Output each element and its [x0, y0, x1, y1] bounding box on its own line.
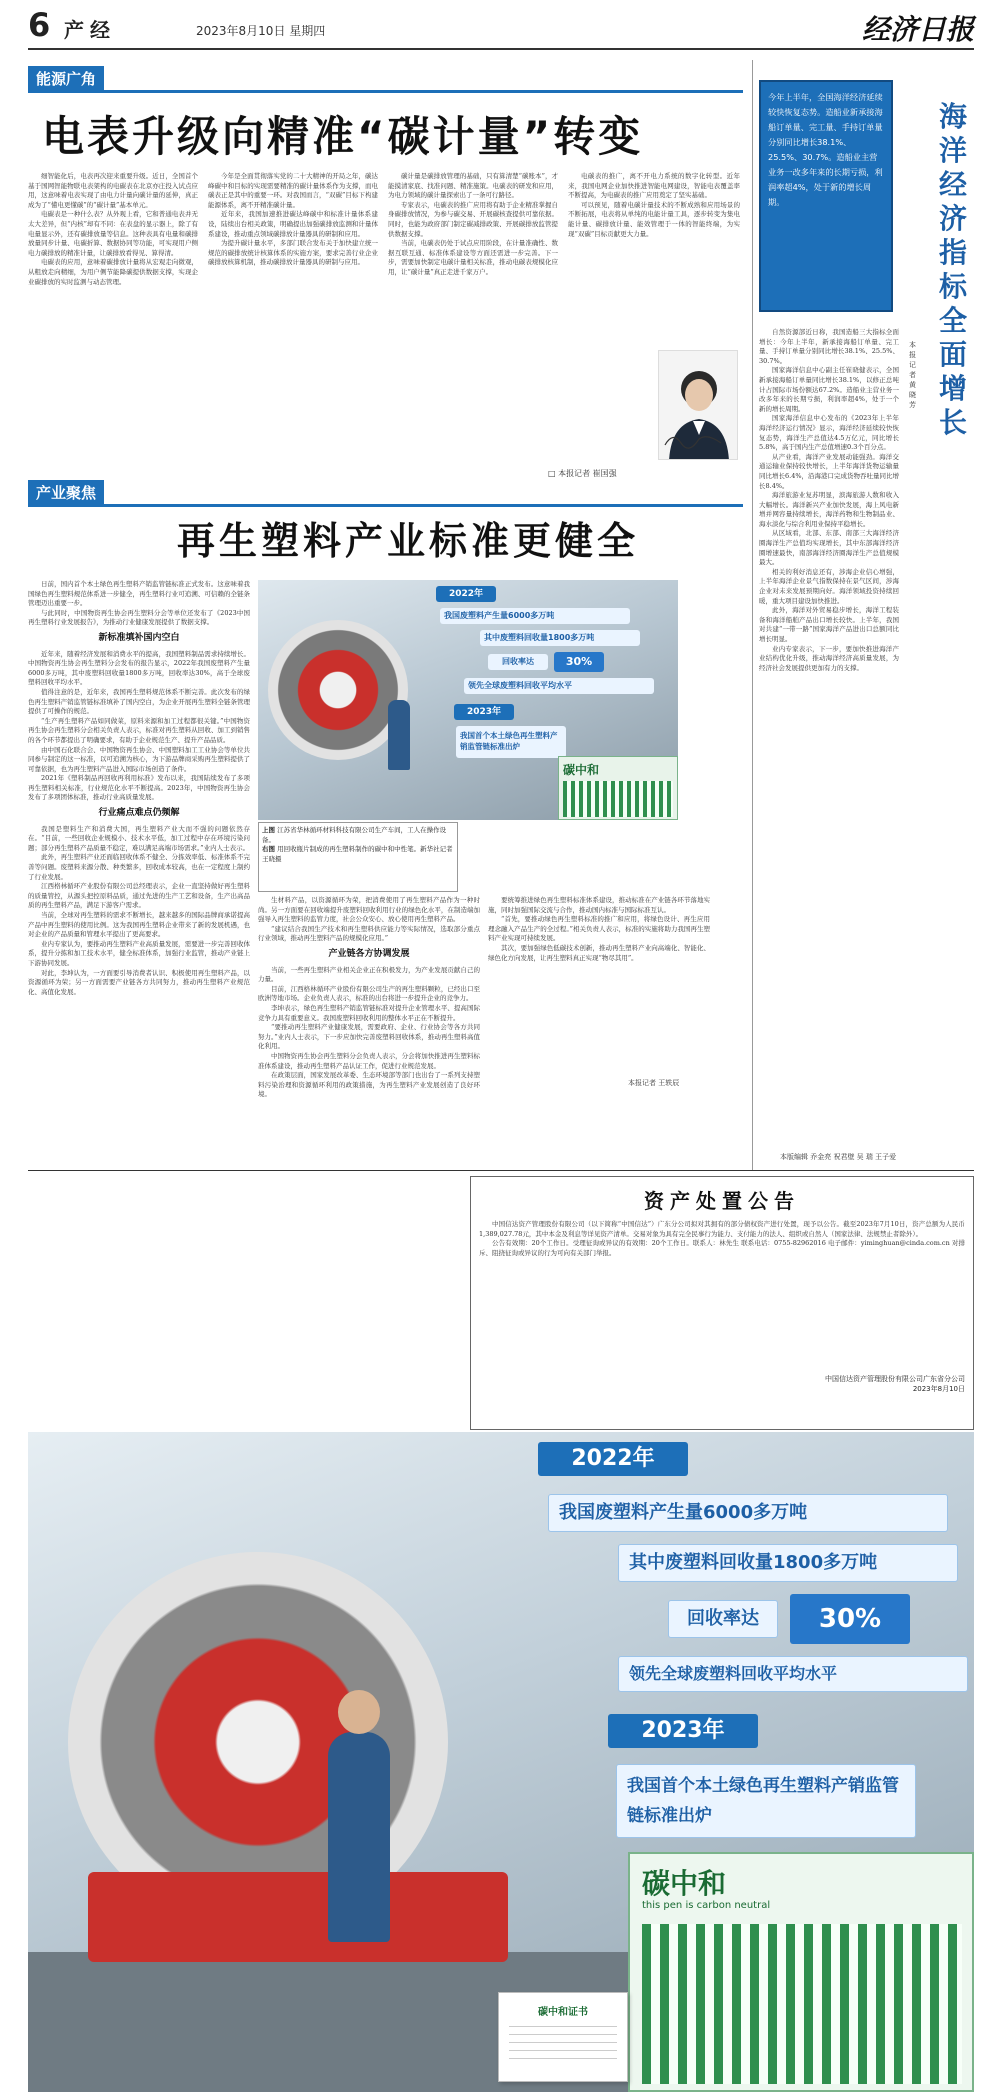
notice-footer: 中国信达资产管理股份有限公司广东省分公司 [825, 1375, 965, 1383]
energy-para: 为提升碳计量水平，多部门联合发布关于加快建立统一规范的碳排放统计核算体系的实施方案，要求完善行业企业碳排放核算机制，推动碳排放计量器具的研制与应用。 [208, 239, 378, 267]
notice-body-text: 中国信达资产管理股份有限公司（以下简称“中国信达”）广东分公司拟对其拥有的部分债权资产进行处置，现予以公告。截至2023年7月10日，资产总额为人民币1,389,027.78元，其中本金及利息等详见资产清单。交易对象为具有完全民事行为能力、支付能力的法人、组织或自然人（国家法律、法规禁止者除外）。 [479, 1220, 965, 1238]
author-signature-mark [663, 429, 723, 451]
energy-para: 可以预见，随着电碳计量技术的不断成熟和应用场景的不断拓展，电表将从单纯的电能计量工具，逐步转变为集电能计量、碳排放计量、能效管理于一体的智能终端，为实现“双碳”目标贡献更大力量。 [568, 200, 740, 238]
caption-top: 江苏省华林循环材料科技有限公司生产车间，工人在操作设备。 [262, 826, 447, 844]
industry-para: “建议结合我国生产技术和再生塑料供应能力等实际情况，选取部分重点行业领域，推动再生塑料产品的规模化应用。” [258, 924, 480, 943]
industry-para: 当前，全球对再生塑料的需求不断增长，越来越多的国际品牌商承诺提高产品中再生塑料的使用比例。这为我国再生塑料企业带来了新的发展机遇，也对企业的产品质量和管理水平提出了更高要求。 [28, 911, 250, 939]
industry-para: 当前，一些再生塑料产业相关企业正在积极发力，为产业发展贡献自己的力量。 [258, 965, 480, 984]
pen-product-sub: this pen is carbon neutral [642, 1900, 771, 1911]
energy-tag-line [28, 90, 743, 93]
page-number: 6 [28, 6, 51, 44]
section-divider [28, 1170, 974, 1171]
pen-row [642, 1924, 962, 2084]
industry-para: 目前，江西格林循环产业股份有限公司生产的再生塑料颗粒，已经出口至欧洲等地市场。企业负责人表示，标准的出台将进一步提升企业的竞争力。 [258, 984, 480, 1003]
industry-para: 其次，要加强绿色低碳技术创新，推动再生塑料产业向高端化、智能化、绿色化方向发展，让再生塑料真正实现“物尽其用”。 [488, 943, 710, 962]
editors-line: 本版编辑 乔金亮 祝君壁 吴 瑞 王子爱 [780, 1153, 897, 1161]
author-portrait [658, 350, 738, 460]
small-pen-box [558, 756, 678, 820]
section-name: 产经 [64, 18, 116, 42]
issue-date: 2023年8月10日 星期四 [196, 24, 326, 38]
energy-section [28, 60, 743, 480]
industry-para: 李坤表示，绿色再生塑料产销监管链标准对提升企业管理水平、提高国际竞争力具有重要意义。我国废塑料回收利用的整体水平正在不断提升。 [258, 1003, 480, 1022]
sidebar-para: 业内专家表示，下一步，要加快推进海洋产业结构优化升级，推动海洋经济高质量发展，为经济社会发展提供更加有力的支撑。 [759, 644, 899, 672]
year-2023-badge: 2023年 [608, 1714, 758, 1748]
sidebar-para: 相关的利好消息还有，涉海企业信心增强，上半年海洋企业景气指数保持在景气区间，涉海企业对未来发展预期向好。海洋领域投资持续回暖，重大项目建设加快推进。 [759, 567, 899, 605]
industry-subhead: 行业痛点难点仍频解 [98, 808, 180, 819]
industry-para: 业内专家认为，要推动再生塑料产业高质量发展，需要进一步完善回收体系，提升分拣和加工技术水平，健全标准体系，加强行业监管，推动产业链上下游协同发展。 [28, 939, 250, 967]
small-year-2022: 2022年 [436, 586, 496, 602]
small-stat-3: 领先全球废塑料回收平均水平 [464, 678, 654, 694]
sidebar-headline: 海洋经济指标全面增长 [939, 100, 968, 439]
notice-date: 2023年8月10日 [912, 1385, 965, 1393]
certificate-lines [509, 2026, 617, 2066]
energy-para: 今年是全面贯彻落实党的二十大精神的开局之年，碳达峰碳中和目标的实现需要精准的碳计量体系作为支撑，而电碳表正是其中的重要一环。对我国而言，“双碳”目标下构建能源体系，离不开精准碳计量。 [208, 172, 378, 209]
small-rate-value: 30% [554, 652, 604, 672]
pen-product-label: 碳中和 [642, 1867, 727, 1900]
ocean-sidebar [752, 60, 974, 1170]
rate-value-badge: 30% [790, 1594, 910, 1644]
energy-headline: 电表升级向精准“碳计量”转变 [42, 112, 644, 161]
sidebar-para: 从产业看，海洋产业发展动能强劲。海洋交通运输业保持较快增长，上半年海洋货物运输量同比增长6.4%，沿海港口完成货物吞吐量同比增长8.4%。 [759, 452, 899, 490]
machine-shape [268, 620, 408, 760]
industry-para: 此外，再生塑料产业还面临回收体系不健全、分拣效率低、标准体系不完善等问题。废塑料来源分散、种类繁多，回收成本较高，也在一定程度上制约了行业发展。 [28, 853, 250, 881]
year-2022-badge: 2022年 [538, 1442, 688, 1476]
worker-figure-large [328, 1732, 390, 1942]
small-rate-label: 回收率达 [488, 654, 548, 670]
infographic-photo-small [258, 580, 678, 820]
industry-subhead: 产业链各方协调发展 [328, 948, 410, 959]
sidebar-text [759, 328, 899, 1148]
industry-para: “生产再生塑料产品如同做菜，原料来源和加工过程都很关键。”中国物资再生协会再生塑料分会相关负责人表示，标准对再生塑料从回收、加工到销售的各个环节都提出了明确要求，有助于企业规范生产、提升产品品质。 [28, 716, 250, 744]
industry-para: 要统筹推进绿色再生塑料标准体系建设，推动标准在产业链各环节落地实施，同时加强国际交流与合作，推动国内标准与国际标准互认。 [488, 896, 710, 914]
energy-byline-text: 本报记者 崔国强 [558, 469, 617, 478]
industry-para: 在政策层面，国家发展改革委、生态环境部等部门也出台了一系列支持塑料污染治理和资源循环利用的政策措施，为再生塑料产业发展创造了良好环境。 [258, 1071, 480, 1099]
industry-para: 值得注意的是，近年来，我国再生塑料规范体系不断完善。此次发布的绿色再生塑料产销监管链标准填补了国内空白，为企业开展再生塑料全链条管理提供了可操作的规范。 [28, 687, 250, 716]
worker-head [338, 1690, 380, 1734]
industry-para: 近年来，随着经济发展和消费水平的提高，我国塑料制品需求持续增长。中国物资再生协会再生塑料分会发布的报告显示，2022年我国废塑料产生量6000多万吨，其中废塑料回收量1800多万吨，回收率达30%，高于全球废塑料回收平均水平。 [28, 649, 250, 687]
carbon-certificate-card [498, 1992, 628, 2082]
sidebar-para: 从区域看，北部、东部、南部三大海洋经济圈海洋生产总值均实现增长，其中东部海洋经济圈增速最快，南部海洋经济圈海洋生产总值规模最大。 [759, 529, 899, 567]
energy-para: 近年来，我国加速推进碳达峰碳中和标准计量体系建设，陆续出台相关政策，明确提出加强碳排放监测和计量体系建设，推动重点领域碳排放计量器具的研制和应用。 [208, 210, 378, 238]
industry-para: 江西格林循环产业股份有限公司总经理表示，企业一直坚持做好再生塑料的质量管控，从源头把控原料品质，通过先进的生产工艺和设备，生产出高品质的再生塑料产品，满足下游客户需求。 [28, 882, 250, 910]
small-stat-1: 我国废塑料产生量6000多万吨 [440, 608, 630, 624]
energy-col-4 [568, 172, 740, 282]
small-pen-row [563, 781, 673, 817]
energy-para: 当前，电碳表仍处于试点应用阶段，在计量准确性、数据互联互通、标准体系建设等方面还需进一步完善。下一步，需要加快制定电碳计量相关标准，推动电碳表规模化应用，让“碳计量”真正走进千家万户。 [388, 239, 558, 276]
energy-byline [548, 468, 617, 479]
sidebar-highlight: 今年上半年，全国海洋经济延续较快恢复态势。造船业新承接海船订单量、完工量、手持订单量分别同比增长38.1%、25.5%、30.7%。造船业主营业务一改多年来的长期亏损，利润率超4%，处于新的增长周期。 [768, 92, 883, 207]
rate-label-bar: 回收率达 [668, 1600, 778, 1638]
machine-base [88, 1872, 508, 1962]
masthead [28, 6, 974, 46]
industry-para: 2021年《塑料制品再回收再利用标准》发布以来，我国陆续发布了多项再生塑料相关标准，行业规范化水平不断提高。2023年，中国物资再生协会发布了多项团体标准，推动行业高质量发展。 [28, 774, 250, 802]
energy-col-1 [28, 172, 198, 462]
energy-col-2 [208, 172, 378, 462]
sidebar-para: 自然资源部近日称，我国造船三大指标全面增长：今年上半年，新承接海船订单量、完工量、手持订单量分别同比增长38.1%、25.5%、30.7%。 [759, 328, 899, 365]
energy-para: 电碳表的推广，离不开电力系统的数字化转型。近年来，我国电网企业加快推进智能电网建设，智能电表覆盖率不断提高，为电碳表的推广应用奠定了坚实基础。 [568, 172, 740, 200]
industry-col-mid [258, 896, 480, 1160]
notice-contact: 公告有效期：20个工作日。受理征询或异议的有效期：20个工作日。联系人：林先生 联系电话：0755-82962016 电子邮件：yiminghuan@cinda.com.cn 对排斥、阻挠征询或异议的行为可向有关部门举报。 [479, 1239, 965, 1257]
masthead-rule [28, 48, 974, 50]
stat-3-bar: 领先全球废塑料回收平均水平 [618, 1656, 968, 1692]
energy-para: 电碳表的应用，意味着碳排放计量将从宏观走向微观，从粗放走向精细，为用户侧节能降碳提供数据支撑，实现企业碳排放的实时监测与动态管理。 [28, 258, 198, 286]
infographic-photo-large [28, 1432, 974, 2092]
sidebar-byline: 本报记者 黄晓芳 [909, 341, 916, 409]
industry-para: 生材料产品，以资源循环为荣，把消费使用了再生塑料产品作为一种时尚。另一方面要在回收端提升废塑料回收利用行业的绿色化水平，在制造端加强导入再生塑料的监管力度，社会公众安心、放心使用再生塑料产品。 [258, 896, 480, 924]
sidebar-para: 此外，海洋对外贸易稳步增长，海洋工程装备和海洋船舶产品出口增长较快。上半年，我国对共建“一带一路”国家海洋产品进出口总额同比增长明显。 [759, 606, 899, 643]
sidebar-para: 国家海洋信息中心发布的《2023年上半年海洋经济运行情况》显示，海洋经济延续较快恢复态势，海洋生产总值达4.5万亿元，同比增长5.8%，高于国内生产总值增速0.3个百分点。 [759, 414, 899, 452]
certificate-title: 碳中和证书 [538, 2007, 588, 2018]
energy-para: 碳计量是碳排放管理的基础，只有算清楚“碳账本”，才能摸清家底、找准问题、精准施策。电碳表的研发和应用，为电力领域的碳计量探索出了一条可行路径。 [388, 172, 558, 200]
caption-bottom: 用回收瓶片制成的再生塑料制作的碳中和中性笔。新华社记者 王晓摄 [262, 845, 453, 863]
industry-col-right [488, 896, 710, 1076]
industry-tag: 产业聚焦 [28, 480, 104, 505]
notice-title: 资产处置公告 [644, 1189, 800, 1213]
sidebar-para: 海洋旅游业复苏明显，滨海旅游人数和收入大幅增长。海洋新兴产业加快发展，海上风电新增并网容量持续增长，海洋药物和生物制品业、海水淡化与综合利用业保持平稳增长。 [759, 491, 899, 528]
energy-col-3 [388, 172, 558, 462]
small-pen-label: 碳中和 [563, 763, 600, 777]
small-stat-2: 其中废塑料回收量1800多万吨 [480, 630, 640, 646]
sidebar-highlight-box [759, 80, 893, 312]
energy-para: 专家表示，电碳表的推广应用将有助于企业精准掌握自身碳排放情况，为参与碳交易、开展碳核查提供可靠依据。同时，也能为政府部门制定碳减排政策、开展碳排放监管提供数据支撑。 [388, 200, 558, 238]
pen-display-box [628, 1852, 974, 2092]
industry-byline: 本报记者 王轶辰 [628, 1079, 680, 1087]
industry-para: “要推动再生塑料产业健康发展，需要政府、企业、行业协会等各方共同努力。”业内人士表示，下一步应加快完善废塑料回收体系，推动再生塑料高值化利用。 [258, 1023, 480, 1051]
industry-tag-line [28, 504, 743, 507]
stat-4-bar: 我国首个本土绿色再生塑料产销监管链标准出炉 [616, 1764, 916, 1838]
caption-top-label: 上图 [262, 826, 275, 834]
energy-para: 电碳表是一种什么表？从外观上看，它和普通电表并无太大差异，但“内核”却有不同：在表盘的显示器上，除了有电量显示外，还有碳排放量等信息。这种表具有电量和碳排放量同步计量、电碳折算、数据协同等功能，可实现用户侧电力碳排放的精准计量，让碳排放看得见、算得清。 [28, 210, 198, 257]
industry-para: 中国物资再生协会再生塑料分会负责人表示，分会将加快推进再生塑料标准体系建设，推动再生塑料产品认证工作，促进行业规范发展。 [258, 1051, 480, 1070]
industry-para: 我国是塑料生产和消费大国，再生塑料产业大而不强的问题依然存在。“目前，一些回收企业规模小、技术水平低，加工过程中存在环境污染问题；部分再生塑料产品质量不稳定，难以满足高端市场需求。”业内人士表示。 [28, 824, 250, 852]
caption-bottom-label: 右图 [262, 845, 275, 854]
notice-body [479, 1220, 965, 1370]
square-icon: □ [548, 469, 559, 478]
industry-subhead: 新标准填补国内空白 [98, 632, 180, 643]
small-year-2023: 2023年 [454, 704, 514, 720]
energy-para: 细智能化后，电表再次迎来重要升级。近日，全国首个基于国网智能物联电表架构的电碳表在北京亦庄投入试点应用，这意味着电表实现了由电力计量向碳计量的延伸，真正成为了“懂电更懂碳”的“碳计量”基本单元。 [28, 172, 198, 209]
stat-1-bar: 我国废塑料产生量6000多万吨 [548, 1494, 948, 1532]
industry-para: 对此，李坤认为，一方面要引导消费者认识、积极使用再生塑料产品，以资源循环为荣；另一方面需要产业链各方共同努力，推动再生塑料产业规范化、高值化发展。 [28, 968, 250, 996]
worker-figure [388, 700, 410, 770]
industry-para: “首先，要推动绿色再生塑料标准的推广和应用，将绿色设计、再生应用理念融入产品生产的全过程。”相关负责人表示，标准的实施将助力我国再生塑料产业实现可持续发展。 [488, 915, 710, 943]
paper-logo: 经济日报 [861, 13, 974, 46]
industry-col-left [28, 580, 250, 1160]
small-stat-4: 我国首个本土绿色再生塑料产销监管链标准出炉 [456, 726, 566, 758]
photo-caption-box [258, 822, 458, 892]
energy-tag: 能源广角 [28, 66, 104, 91]
stat-2-bar: 其中废塑料回收量1800多万吨 [618, 1544, 958, 1582]
asset-notice [470, 1176, 974, 1430]
industry-para: 日前，国内首个本土绿色再生塑料产销监管链标准正式发布。这意味着我国绿色再生塑料规范体系进一步健全，再生塑料行业可追溯、可信赖的全链条管理迈出重要一步。 [28, 580, 250, 608]
industry-section [28, 480, 743, 1170]
industry-headline: 再生塑料产业标准更健全 [176, 519, 639, 563]
industry-para: 与此同时，中国物资再生协会再生塑料分会等单位还发布了《2023中国再生塑料行业发展报告》，为推动行业健康发展提供了数据支撑。 [28, 608, 250, 627]
industry-para: 由中国石化联合会、中国物资再生协会、中国塑料加工工业协会等单位共同参与制定的这一标准，以可追溯为核心，为下游品牌商采购再生塑料提供了可靠依据，也为再生塑料产品进入国际市场创造了条件。 [28, 745, 250, 773]
sidebar-para: 国家海洋信息中心副主任崔晓健表示，全国新承接海船订单量同比增长38.1%，以修正总吨计占国际市场份额达67.2%。造船业主营业务一改多年来的长期亏损，利润率超4%，处于一个新的增长周期。 [759, 366, 899, 413]
